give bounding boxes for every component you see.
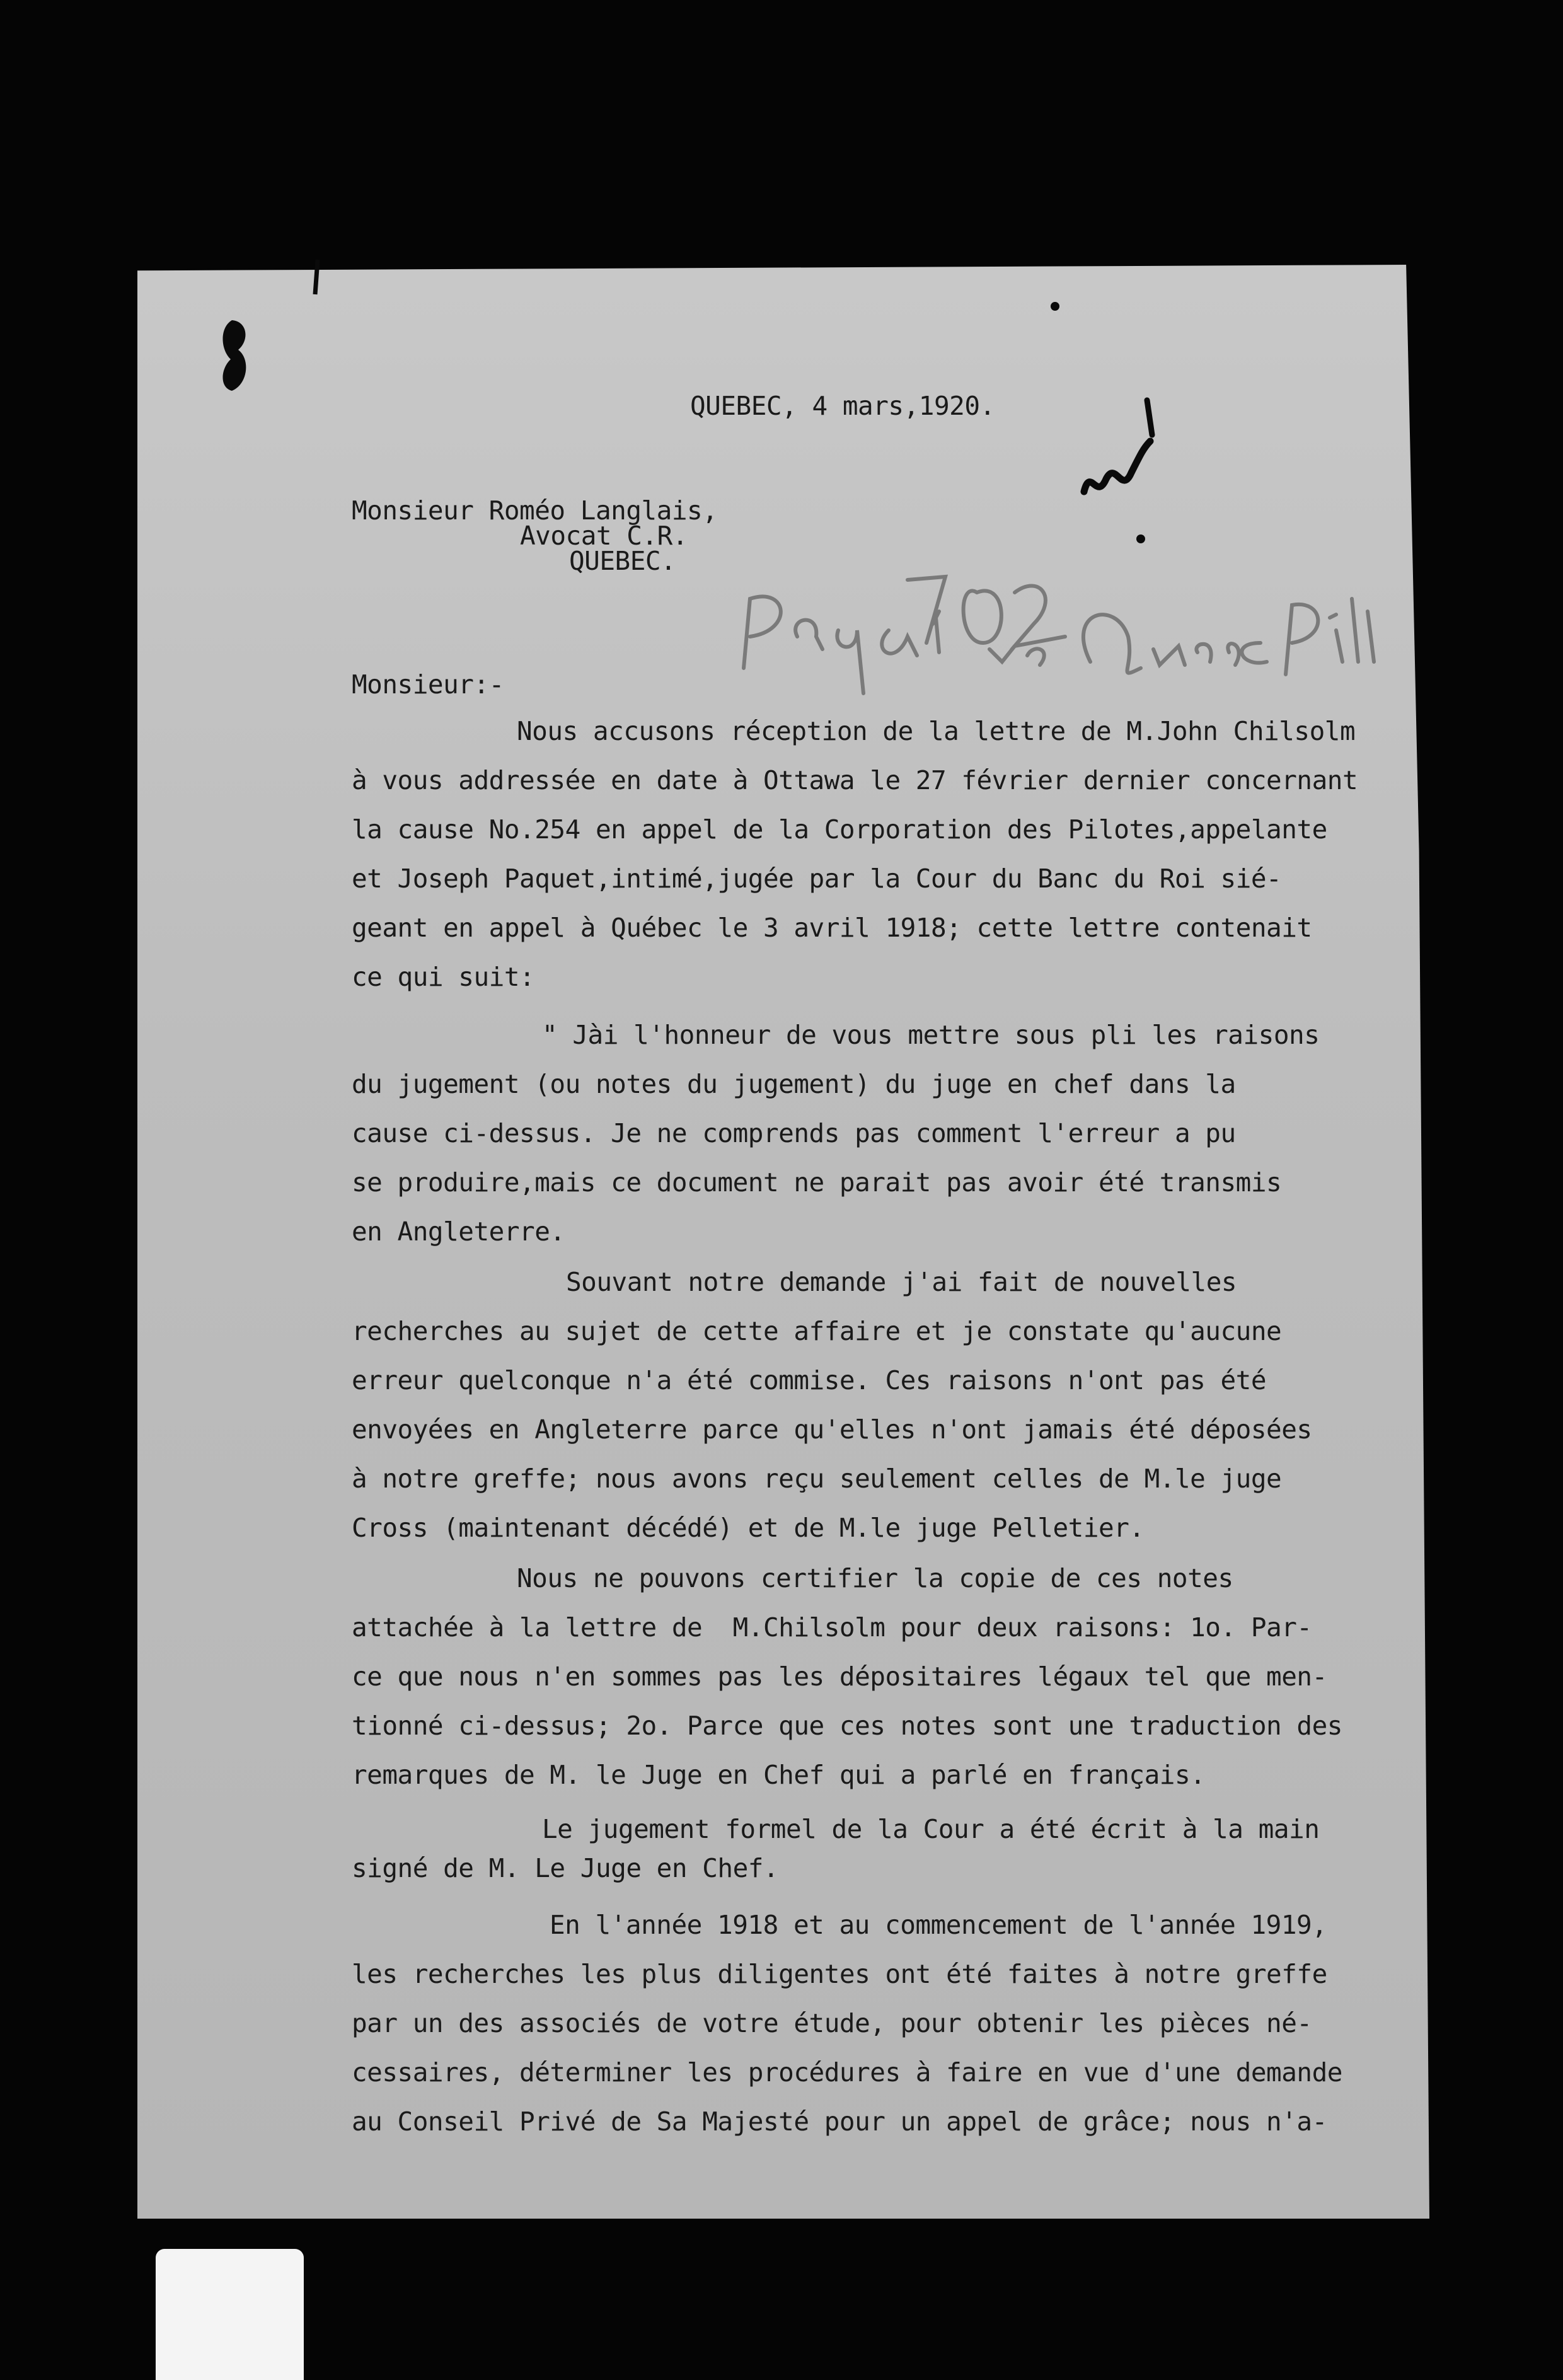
quote-line: Souvant notre demande j'ai fait de nouvelles [566,1267,1237,1297]
quote-line: à notre greffe; nous avons reçu seulement celles de M.le juge [352,1464,1282,1494]
recipient-name: Monsieur Roméo Langlais, [352,495,718,526]
quote-line: " Jài l'honneur de vous mettre sous pli les raisons [542,1020,1320,1050]
quote-line: se produire,mais ce document ne parait pas avoir été transmis [352,1167,1282,1198]
body-line: par un des associés de votre étude, pour obtenir les pièces né- [352,2008,1312,2038]
quote-line: recherches au sujet de cette affaire et je constate qu'aucune [352,1316,1282,1346]
pencil-annotation [737,542,1380,731]
body-line: signé de M. Le Juge en Chef. [352,1853,779,1883]
body-line: et Joseph Paquet,intimé,jugée par la Cour du Banc du Roi sié- [352,864,1282,894]
archive-label-tab [156,2249,304,2380]
quote-line: Cross (maintenant décédé) et de M.le juge Pelletier. [352,1513,1145,1543]
margin-dot-mark [1046,296,1065,315]
recipient-title: Avocat C.R. [520,521,688,551]
quote-line: tionné ci-dessus; 2o. Parce que ces notes sont une traduction des [352,1711,1342,1741]
quote-line: erreur quelconque n'a été commise. Ces raisons n'ont pas été [352,1365,1267,1395]
quote-line: attachée à la lettre de M.Chilsolm pour deux raisons: 1o. Par- [352,1612,1312,1643]
body-line: En l'année 1918 et au commencement de l'année 1919, [550,1910,1327,1940]
recipient-city: QUEBEC. [569,546,676,576]
body-line: la cause No.254 en appel de la Corporation des Pilotes,appelante [352,814,1327,845]
body-line: ce qui suit: [352,962,535,992]
quote-line: remarques de M. le Juge en Chef qui a parlé en français. [352,1760,1206,1790]
salutation: Monsieur:- [352,669,504,700]
body-line: les recherches les plus diligentes ont été faites à notre greffe [352,1959,1327,1989]
margin-tick-mark [311,260,324,298]
body-line: Le jugement formel de la Cour a été écrit à la main [542,1814,1320,1844]
body-line: Nous accusons réception de la lettre de M.John Chilsolm [517,716,1356,746]
body-line: à vous addressée en date à Ottawa le 27 février dernier concernant [352,765,1358,795]
checkmark-ink [1071,391,1166,548]
quote-line: en Angleterre. [352,1216,565,1247]
quote-line: ce que nous n'en sommes pas les dépositaires légaux tel que men- [352,1661,1327,1692]
quote-line: envoyées en Angleterre parce qu'elles n'ont jamais été déposées [352,1414,1312,1445]
body-line: au Conseil Privé de Sa Majesté pour un appel de grâce; nous n'a- [352,2106,1327,2137]
quote-line: Nous ne pouvons certifier la copie de ces notes [517,1563,1233,1593]
quote-line: cause ci-dessus. Je ne comprends pas comment l'erreur a pu [352,1118,1236,1148]
margin-ink-blot [213,315,257,397]
body-line: geant en appel à Québec le 3 avril 1918; cette lettre contenait [352,913,1312,943]
quote-line: du jugement (ou notes du jugement) du juge en chef dans la [352,1069,1236,1099]
dateline: QUEBEC, 4 mars,1920. [690,391,995,421]
body-line: cessaires, déterminer les procédures à faire en vue d'une demande [352,2057,1342,2088]
